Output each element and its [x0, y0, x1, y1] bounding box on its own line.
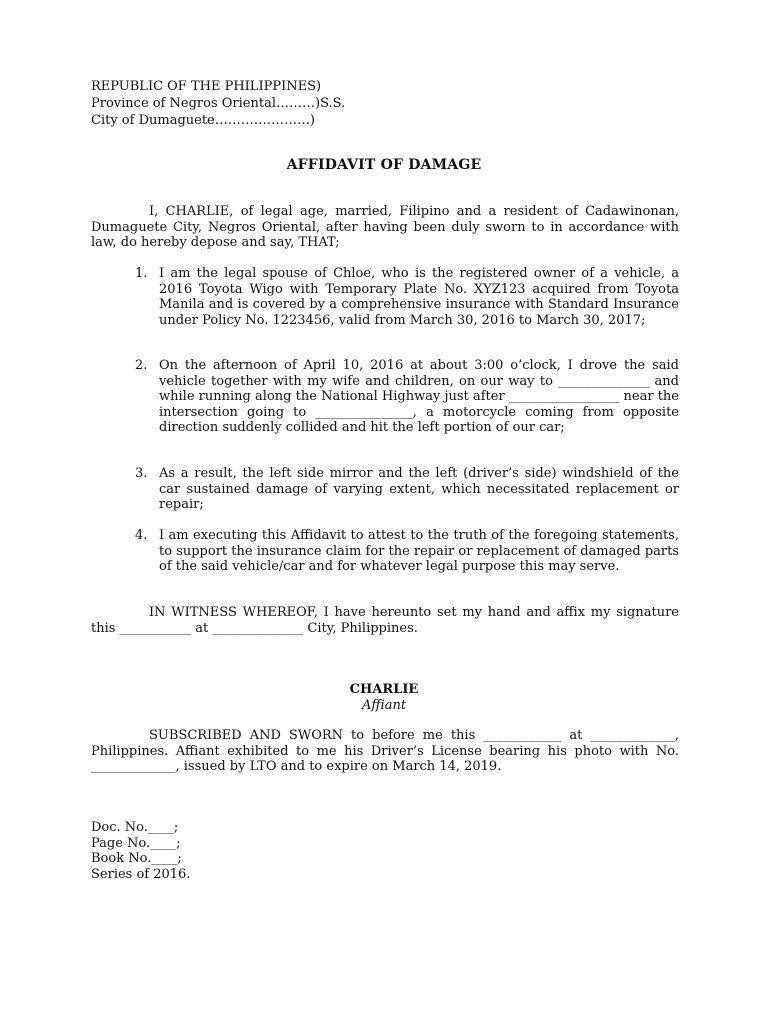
item-number: 3.	[135, 466, 148, 481]
caption-city: City of Dumaguete………………….)	[91, 113, 315, 128]
item-number: 4.	[135, 528, 148, 543]
caption-republic: REPUBLIC OF THE PHILIPPINES)	[91, 79, 322, 94]
document-title: AFFIDAVIT OF DAMAGE	[286, 157, 482, 173]
affiant-label: Affiant	[361, 698, 407, 713]
affiant-name: CHARLIE	[349, 682, 419, 697]
jurat-paragraph: SUBSCRIBED AND SWORN to before me this ____________ at _____________, Philippines. Affiant exhibited to me his Driver’s License bearing his photo with No. _____________, issued by LTO and to expire on March 14, 2019.	[91, 728, 679, 774]
item-text: As a result, the left side mirror and the left (driver’s side) windshield of the car sustained damage of varying extent, which necessitated replacement or repair;	[159, 466, 679, 512]
doc-number: Doc. No.____;	[91, 820, 179, 835]
list-item-4	[135, 528, 679, 575]
list-item-2	[135, 358, 679, 436]
item-text: I am the legal spouse of Chloe, who is the registered owner of a vehicle, a 2016 Toyota Wigo with Temporary Plate No. XYZ123 acquired from Toyota Manila and is covered by a comprehensive insurance with Standard Insurance under Policy No. 1223456, valid from March 30, 2016 to March 30, 2017;	[159, 266, 679, 328]
intro-paragraph: I, CHARLIE, of legal age, married, Filipino and a resident of Cadawinonan, Dumaguete City, Negros Oriental, after having been duly sworn to in accordance with law, do hereby depose and say, THAT;	[91, 204, 679, 250]
item-text: I am executing this Affidavit to attest to the truth of the foregoing statements, to support the insurance claim for the repair or replacement of damaged parts of the said vehicle/car and for whatever legal purpose this may serve.	[159, 528, 680, 574]
page-number: Page No.____;	[91, 835, 181, 851]
notarial-register	[91, 820, 190, 882]
caption-province: Province of Negros Oriental………)S.S.	[91, 96, 346, 111]
witness-paragraph: IN WITNESS WHEREOF, I have hereunto set my hand and affix my signature this ___________ at ______________ City, Philippines.	[91, 605, 679, 636]
book-number: Book No.____;	[91, 851, 182, 866]
item-number: 1.	[135, 266, 148, 281]
series-year: Series of 2016.	[91, 866, 191, 882]
item-number: 2.	[135, 358, 148, 373]
venue-caption	[91, 78, 345, 129]
list-item-3	[135, 466, 679, 513]
list-item-1	[135, 266, 679, 328]
item-text: On the afternoon of April 10, 2016 at about 3:00 o’clock, I drove the said vehicle together with my wife and children, on our way to ______________ and while running along the National Highway just after _________________ near the intersection going to _______________, a motorcycle coming from opposite direction suddenly collided and hit the left portion of our car;	[159, 358, 679, 435]
